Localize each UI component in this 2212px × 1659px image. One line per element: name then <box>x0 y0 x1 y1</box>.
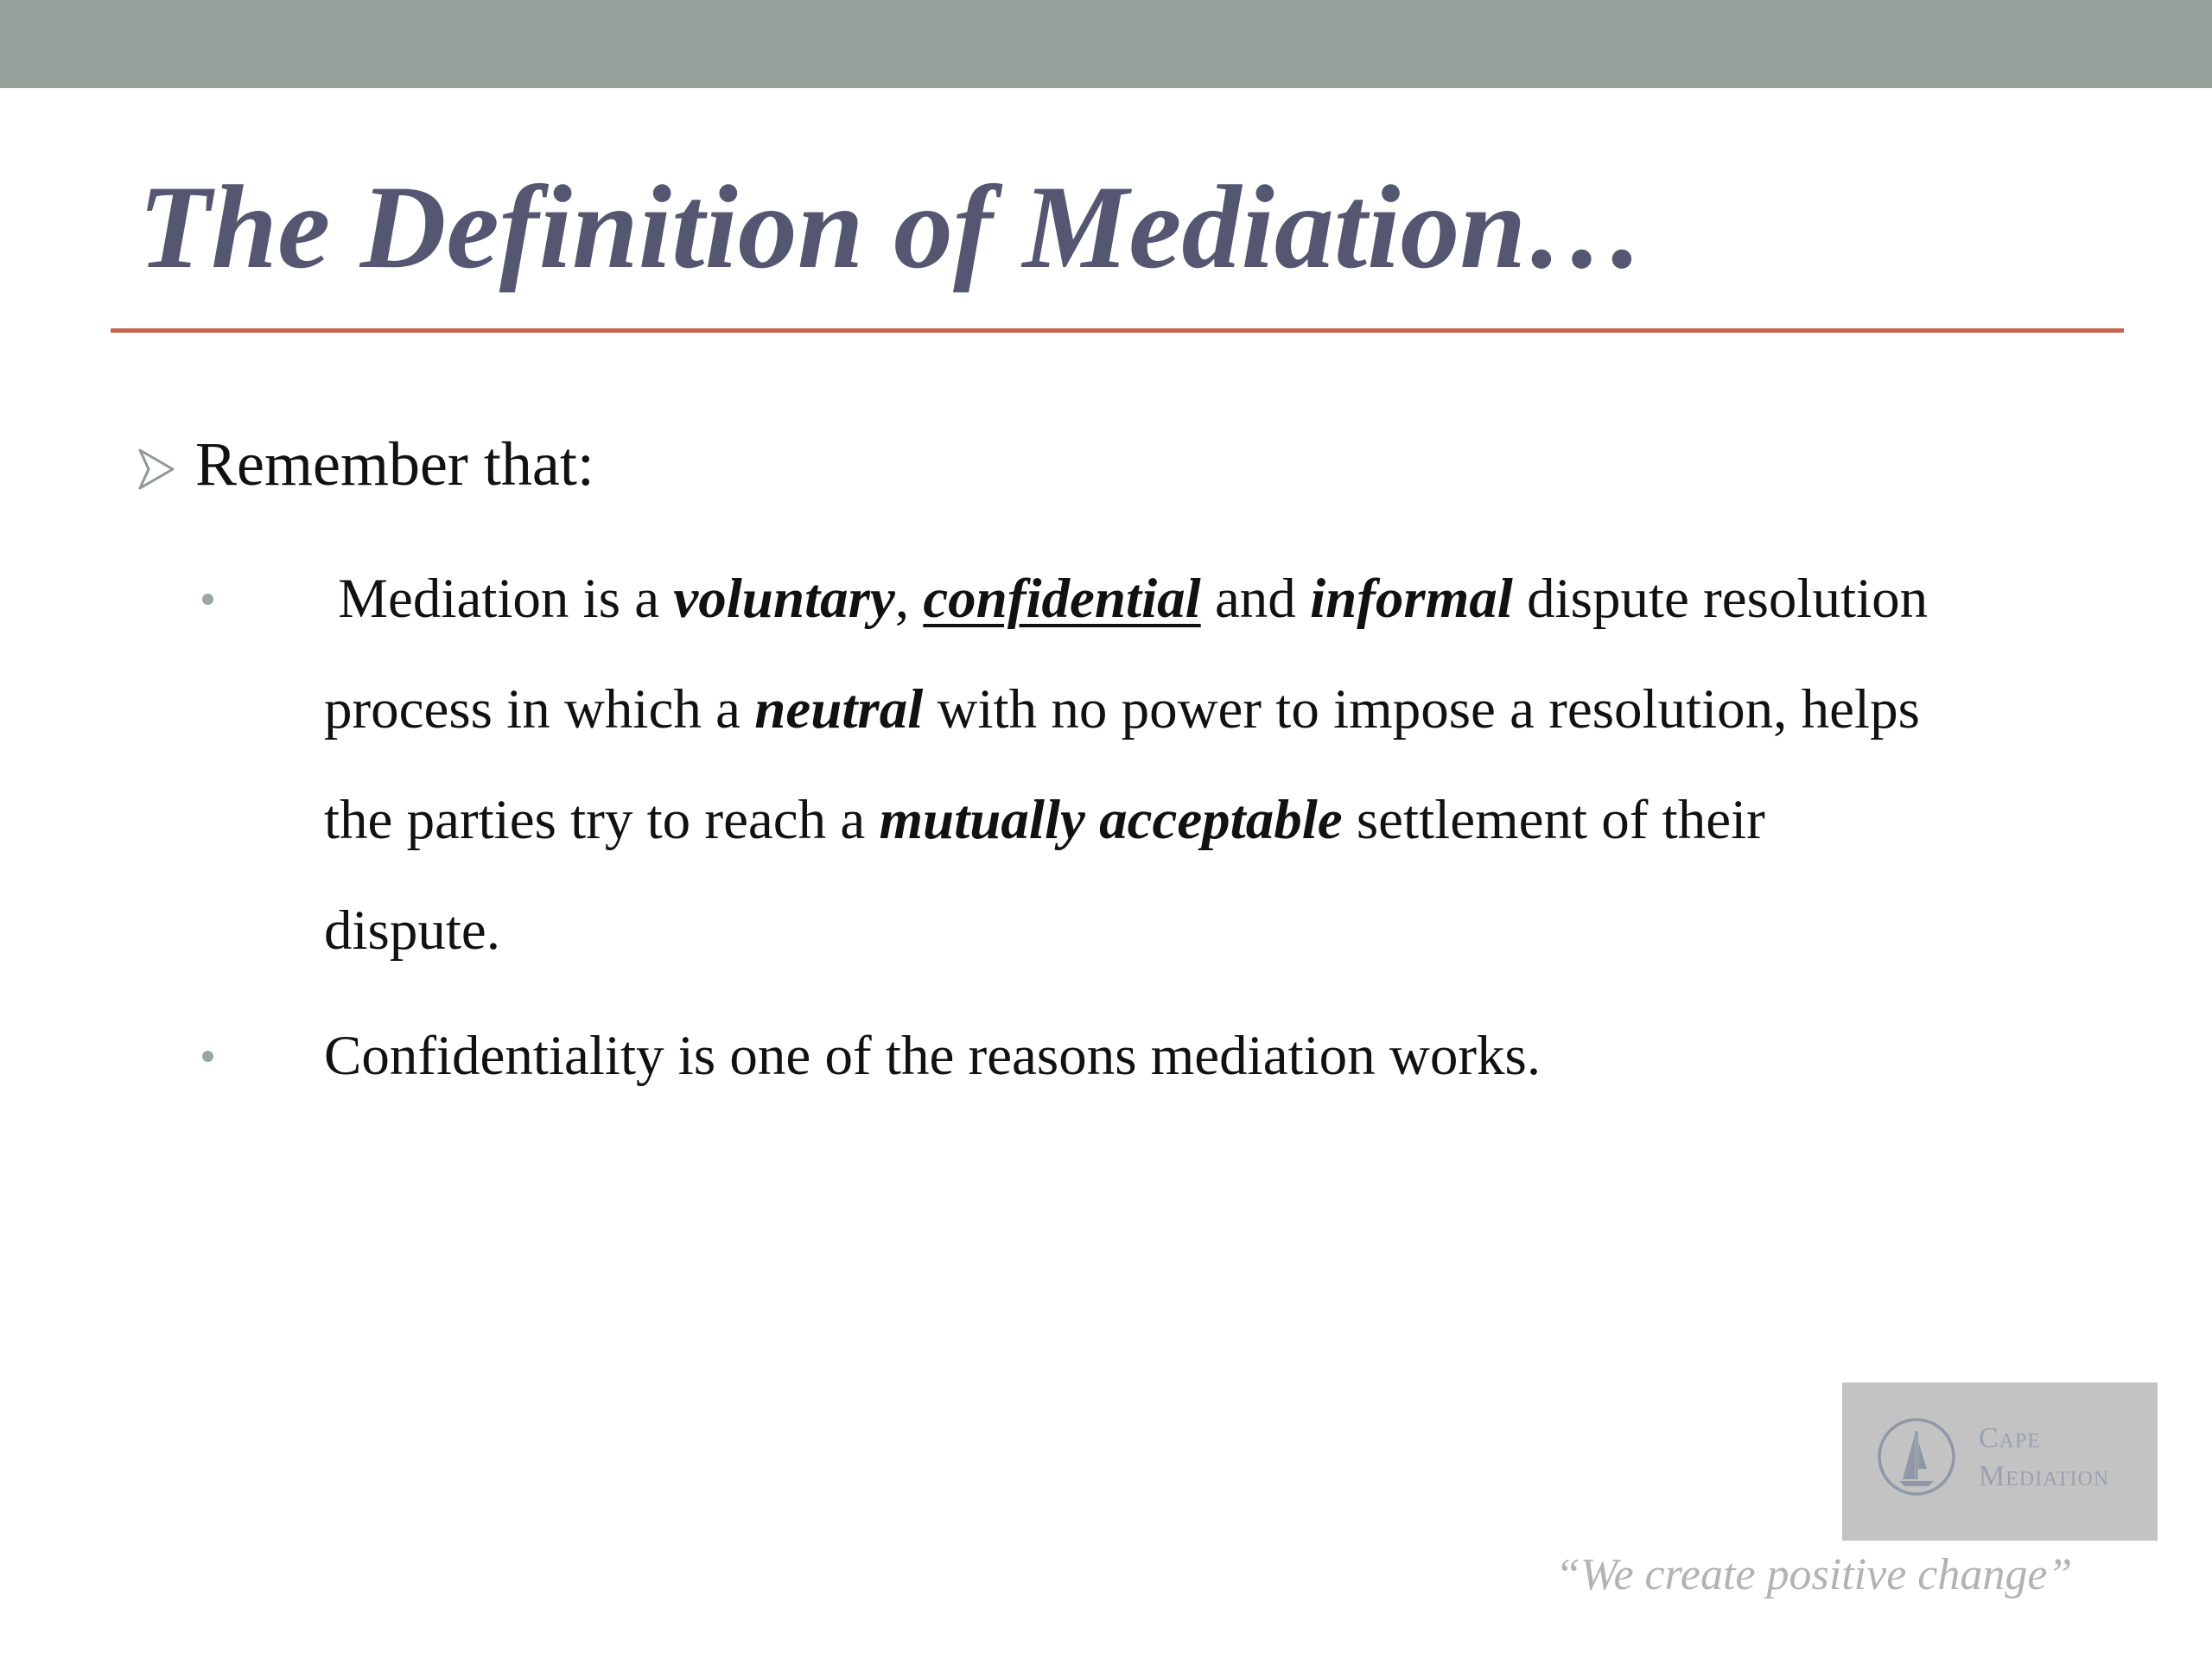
emphasis-term: voluntary <box>673 568 895 630</box>
bullet-paragraph-2 <box>324 1001 1541 1111</box>
paragraph-line <box>324 1001 1541 1111</box>
cape-mediation-logo <box>1842 1382 2158 1541</box>
emphasis-term: informal <box>1310 568 1513 630</box>
logo-text-line1: Cape <box>1979 1422 2042 1454</box>
logo-text-line2: Mediation <box>1979 1460 2110 1492</box>
text-run: dispute resolution <box>1512 568 1929 630</box>
paragraph-line <box>324 765 1928 875</box>
bullet-paragraph-1 <box>324 543 1928 986</box>
paragraph-line <box>324 654 1928 765</box>
text-run: with no power to impose a resolution, helps <box>923 678 1920 741</box>
emphasis-term-underlined: confidential <box>923 568 1201 630</box>
emphasis-term: mutually acceptable <box>879 789 1343 851</box>
paragraph-line <box>324 875 1928 986</box>
text-run: , <box>894 568 924 630</box>
top-band <box>0 0 2212 88</box>
text-run: dispute. <box>324 899 501 962</box>
text-run: process in which a <box>324 678 755 741</box>
level1-text: Remember that: <box>195 429 594 499</box>
text-run: the parties try to reach a <box>324 789 880 851</box>
title-divider <box>111 328 2124 333</box>
text-run: settlement of their <box>1342 789 1765 851</box>
text-run: Confidentiality is one of the reasons mediation works. <box>324 1025 1541 1087</box>
emphasis-term: neutral <box>754 678 924 741</box>
text-run: Mediation is a <box>324 568 674 630</box>
dot-bullet-icon <box>202 594 213 605</box>
tagline: “We create positive change” <box>1555 1550 2073 1599</box>
sailboat-icon <box>1877 1417 1956 1497</box>
text-run: and <box>1200 568 1311 630</box>
arrow-bullet-icon <box>138 448 175 490</box>
slide-title: The Definition of Mediation… <box>138 161 1646 293</box>
paragraph-line <box>324 543 1928 654</box>
dot-bullet-icon <box>202 1051 213 1062</box>
